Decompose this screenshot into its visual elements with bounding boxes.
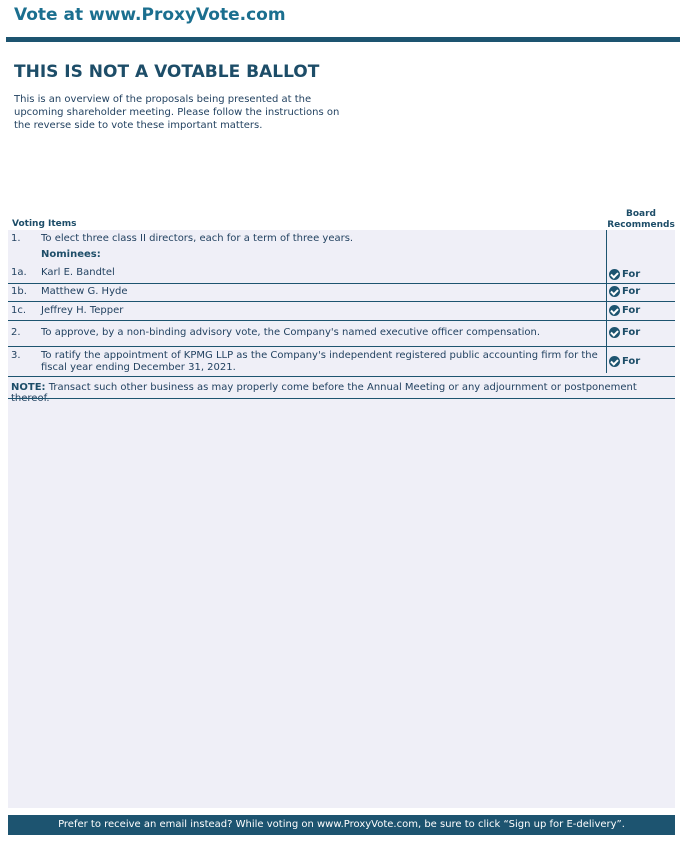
recommendation-label: For <box>622 305 641 316</box>
recommendation-label: For <box>622 356 641 367</box>
recommendation <box>609 286 640 297</box>
nominee-row <box>8 267 675 283</box>
note-block <box>11 382 675 404</box>
nominee-row <box>8 286 675 302</box>
check-circle-icon <box>609 356 620 367</box>
row-divider <box>8 301 675 302</box>
nominees-label: Nominees: <box>41 249 101 260</box>
check-circle-icon <box>609 269 620 280</box>
board-header-line2: Recommends <box>607 220 675 230</box>
note-label: NOTE: <box>11 382 46 393</box>
header-divider <box>6 37 680 42</box>
nominee-name: Karl E. Bandtel <box>41 267 115 278</box>
item-number: 3. <box>11 350 21 361</box>
item-number: 1c. <box>11 305 27 316</box>
recommendation-label: For <box>622 269 641 280</box>
intro-text: This is an overview of the proposals being presented at the upcoming shareholder meeting. Please follow the instructions on the reverse side to vote these important matters. <box>14 94 340 131</box>
board-header-line1: Board <box>626 209 656 219</box>
row-divider <box>8 346 675 347</box>
row-divider <box>8 283 675 284</box>
voting-items-header: Voting Items <box>12 219 77 229</box>
check-circle-icon <box>609 305 620 316</box>
recommendation <box>609 305 640 316</box>
item-number: 1. <box>11 233 21 244</box>
item-description: To elect three class II directors, each for a term of three years. <box>41 233 354 244</box>
item-description: To ratify the appointment of KPMG LLP as the Company's independent registered public accounting firm for the fiscal year ending December 31, 2021. <box>41 350 598 373</box>
proposal-row <box>8 233 675 263</box>
check-circle-icon <box>609 327 620 338</box>
recommendation <box>609 269 640 280</box>
proposal-row <box>8 350 675 374</box>
recommendation-label: For <box>622 327 641 338</box>
proposal-row <box>8 327 675 343</box>
note-row <box>8 382 675 398</box>
page-title: THIS IS NOT A VOTABLE BALLOT <box>14 62 320 82</box>
row-divider <box>8 320 675 321</box>
footer-banner: Prefer to receive an email instead? While voting on www.ProxyVote.com, be sure to click “Sign up for E-delivery”. <box>8 815 675 835</box>
site-title: Vote at www.ProxyVote.com <box>14 5 286 25</box>
board-recommends-header <box>606 209 676 231</box>
recommendation <box>609 356 640 367</box>
item-number: 2. <box>11 327 21 338</box>
item-number: 1a. <box>11 267 27 278</box>
recommendation <box>609 327 640 338</box>
nominee-name: Jeffrey H. Tepper <box>41 305 124 316</box>
nominee-row <box>8 305 675 321</box>
item-text <box>41 233 601 261</box>
row-divider <box>8 398 675 399</box>
item-description: To approve, by a non-binding advisory vote, the Company's named executive officer compensation. <box>41 327 541 338</box>
item-number: 1b. <box>11 286 27 297</box>
nominee-name: Matthew G. Hyde <box>41 286 128 297</box>
note-text: Transact such other business as may properly come before the Annual Meeting or any adjournment or postponement <box>48 382 637 393</box>
check-circle-icon <box>609 286 620 297</box>
recommendation-label: For <box>622 286 641 297</box>
row-divider <box>8 376 675 377</box>
